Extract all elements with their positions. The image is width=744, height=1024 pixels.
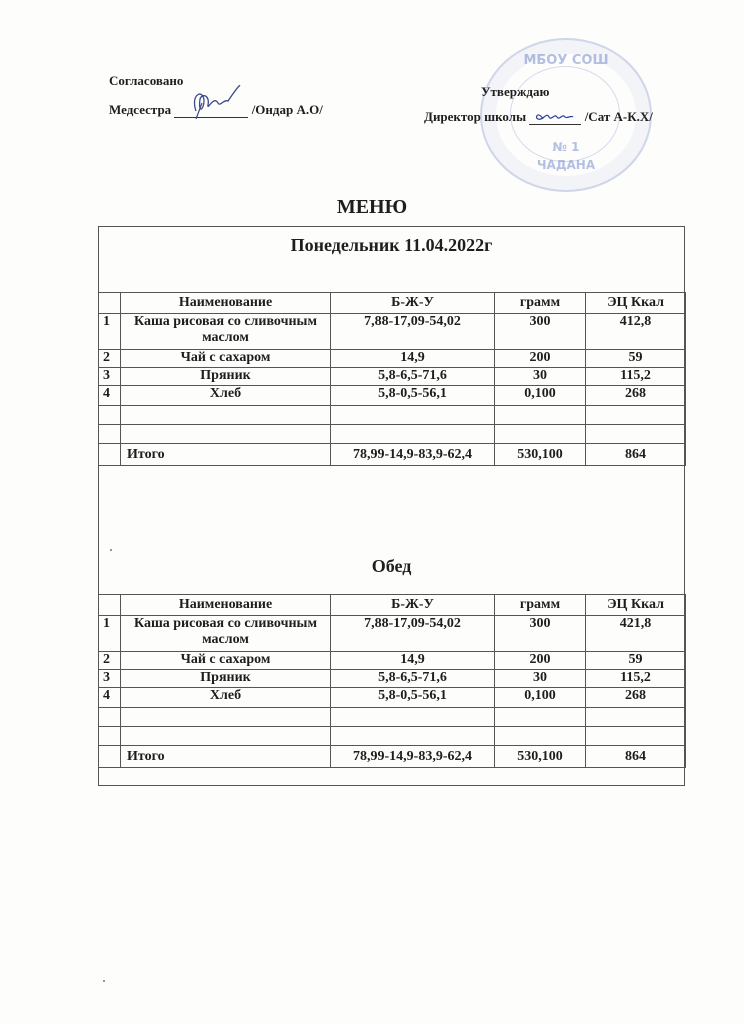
empty-cell xyxy=(495,406,586,425)
row-name: Каша рисовая со сливочным маслом xyxy=(121,616,331,652)
approval-label-right: Утверждаю xyxy=(481,84,550,99)
empty-row xyxy=(99,708,686,727)
total-label: Итого xyxy=(121,444,331,466)
col-kcal-header: ЭЦ Ккал xyxy=(586,293,686,314)
table-row xyxy=(99,368,686,386)
empty-cell xyxy=(99,727,121,746)
empty-cell xyxy=(331,727,495,746)
row-kcal: 59 xyxy=(586,350,686,368)
table-row xyxy=(99,314,686,350)
row-bju: 5,8-0,5-56,1 xyxy=(331,386,495,406)
table-row xyxy=(99,652,686,670)
empty-cell xyxy=(586,406,686,425)
row-bju: 5,8-6,5-71,6 xyxy=(331,368,495,386)
row-num: 3 xyxy=(99,670,121,688)
col-num-header xyxy=(99,293,121,314)
row-num: 4 xyxy=(99,688,121,708)
empty-row xyxy=(99,727,686,746)
row-bju: 5,8-6,5-71,6 xyxy=(331,670,495,688)
total-row xyxy=(99,746,686,768)
total-bju: 78,99-14,9-83,9-62,4 xyxy=(331,746,495,768)
row-bju: 7,88-17,09-54,02 xyxy=(331,314,495,350)
table-row xyxy=(99,386,686,406)
empty-cell xyxy=(99,444,121,466)
row-num: 2 xyxy=(99,652,121,670)
row-gram: 200 xyxy=(495,350,586,368)
row-bju: 5,8-0,5-56,1 xyxy=(331,688,495,708)
empty-cell xyxy=(586,425,686,444)
row-num: 1 xyxy=(99,616,121,652)
row-name: Пряник xyxy=(121,670,331,688)
row-kcal: 115,2 xyxy=(586,368,686,386)
row-gram: 300 xyxy=(495,616,586,652)
row-name: Хлеб xyxy=(121,688,331,708)
col-bju-header: Б-Ж-У xyxy=(331,293,495,314)
empty-cell xyxy=(99,425,121,444)
empty-cell xyxy=(495,425,586,444)
col-name-header: Наименование xyxy=(121,293,331,314)
table-row xyxy=(99,616,686,652)
total-kcal: 864 xyxy=(586,444,686,466)
nurse-name: /Ондар А.О/ xyxy=(251,102,323,117)
col-gram-header: грамм xyxy=(495,293,586,314)
empty-cell xyxy=(495,708,586,727)
row-kcal: 421,8 xyxy=(586,616,686,652)
row-name: Чай с сахаром xyxy=(121,652,331,670)
row-kcal: 268 xyxy=(586,688,686,708)
row-kcal: 412,8 xyxy=(586,314,686,350)
stamp-line-1: МБОУ СОШ xyxy=(523,53,609,68)
row-gram: 300 xyxy=(495,314,586,350)
empty-cell xyxy=(121,425,331,444)
row-num: 1 xyxy=(99,314,121,350)
signature-scribble-icon xyxy=(529,107,581,123)
row-gram: 200 xyxy=(495,652,586,670)
col-bju-header: Б-Ж-У xyxy=(331,595,495,616)
signature-scribble-icon xyxy=(174,85,248,119)
empty-cell xyxy=(121,406,331,425)
row-name: Хлеб xyxy=(121,386,331,406)
empty-cell xyxy=(586,708,686,727)
empty-cell xyxy=(121,727,331,746)
col-name-header: Наименование xyxy=(121,595,331,616)
row-num: 2 xyxy=(99,350,121,368)
lunch-title: Обед xyxy=(371,556,412,576)
row-kcal: 268 xyxy=(586,386,686,406)
total-row xyxy=(99,444,686,466)
total-label: Итого xyxy=(121,746,331,768)
row-bju: 14,9 xyxy=(331,350,495,368)
table-header-row xyxy=(99,595,686,616)
row-kcal: 115,2 xyxy=(586,670,686,688)
empty-cell xyxy=(99,746,121,768)
empty-cell xyxy=(99,708,121,727)
empty-cell xyxy=(331,708,495,727)
empty-cell xyxy=(331,425,495,444)
table-row xyxy=(99,350,686,368)
row-bju: 14,9 xyxy=(331,652,495,670)
total-kcal: 864 xyxy=(586,746,686,768)
empty-row xyxy=(99,425,686,444)
row-num: 4 xyxy=(99,386,121,406)
col-gram-header: грамм xyxy=(495,595,586,616)
row-gram: 0,100 xyxy=(495,386,586,406)
director-signature xyxy=(529,111,581,125)
empty-cell xyxy=(121,708,331,727)
total-bju: 78,99-14,9-83,9-62,4 xyxy=(331,444,495,466)
total-gram: 530,100 xyxy=(495,746,586,768)
total-gram: 530,100 xyxy=(495,444,586,466)
empty-row xyxy=(99,406,686,425)
row-name: Чай с сахаром xyxy=(121,350,331,368)
director-role: Директор школы xyxy=(424,109,527,124)
row-kcal: 59 xyxy=(586,652,686,670)
day-title: Понедельник 11.04.2022г xyxy=(290,235,493,255)
table-row xyxy=(99,670,686,688)
approval-line-left xyxy=(109,102,323,118)
row-gram: 30 xyxy=(495,368,586,386)
breakfast-table xyxy=(98,292,686,466)
stamp-line-2: № 1 xyxy=(552,140,580,154)
row-gram: 0,100 xyxy=(495,688,586,708)
nurse-signature xyxy=(174,103,248,118)
empty-cell xyxy=(495,727,586,746)
approval-label-left: Согласовано xyxy=(109,73,184,88)
col-num-header xyxy=(99,595,121,616)
col-kcal-header: ЭЦ Ккал xyxy=(586,595,686,616)
row-name: Пряник xyxy=(121,368,331,386)
nurse-role: Медсестра xyxy=(109,102,172,117)
scan-speck xyxy=(110,549,112,551)
empty-cell xyxy=(331,406,495,425)
approval-line-right xyxy=(424,109,653,125)
row-name: Каша рисовая со сливочным маслом xyxy=(121,314,331,350)
scan-speck xyxy=(103,980,105,982)
empty-cell xyxy=(99,406,121,425)
empty-cell xyxy=(586,727,686,746)
stamp-line-3: ЧАДАНА xyxy=(536,158,596,172)
lunch-table xyxy=(98,594,686,768)
row-bju: 7,88-17,09-54,02 xyxy=(331,616,495,652)
row-num: 3 xyxy=(99,368,121,386)
table-row xyxy=(99,688,686,708)
table-header-row xyxy=(99,293,686,314)
page-title: МЕНЮ xyxy=(336,196,408,218)
director-name: /Сат А-К.Х/ xyxy=(584,109,653,124)
row-gram: 30 xyxy=(495,670,586,688)
